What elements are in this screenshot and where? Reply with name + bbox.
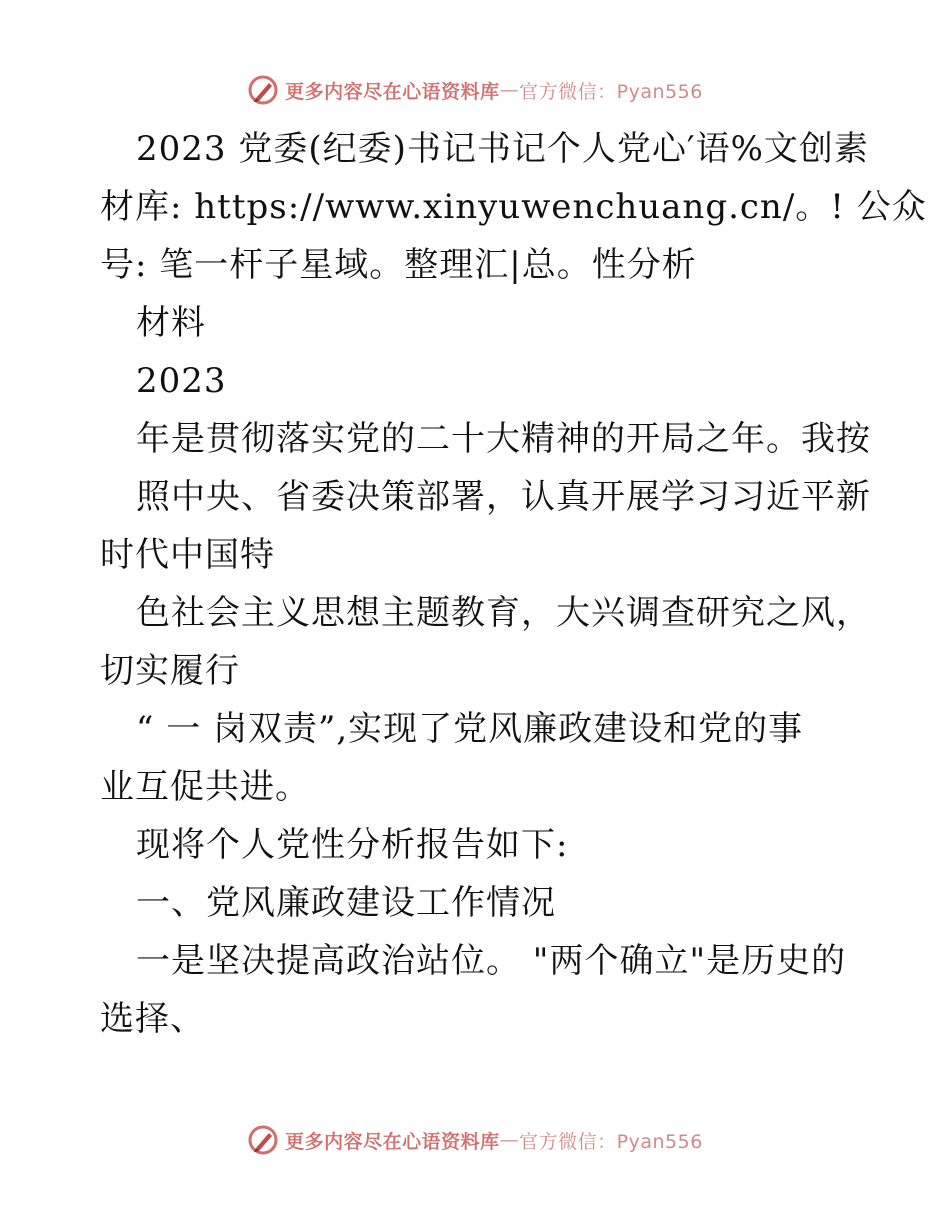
paragraph-line-10: 切实履行 [100,651,240,691]
paragraph-line-12: 业互促共进。 [100,767,310,807]
paragraph-line-16: 选择、 [100,999,205,1039]
paragraph-line-3: 号: 笔一杆子星域。整理汇|总。性分析 [100,245,697,285]
paragraph-line-4: 材料 [136,303,206,343]
watermark-contact: 官方微信：Pyan556 [519,80,703,103]
section-heading: 一、党风廉政建设工作情况 [136,883,556,923]
paragraph-line-8: 时代中国特 [100,535,275,575]
pen-logo-icon [247,1124,279,1156]
watermark-site: 更多内容尽在心语资料库 [285,1130,500,1153]
paragraph-line-7: 照中央、省委决策部署，认真开展学习习近平新 [136,477,871,517]
paragraph-line-6: 年是贯彻落实党的二十大精神的开局之年。我按 [136,419,871,459]
paragraph-line-15: 一是坚决提高政治站位。 "两个确立"是历史的 [136,941,847,981]
watermark-contact: 官方微信：Pyan556 [519,1130,703,1153]
paragraph-line-2: 材库: https://www.xinyuwenchuang.cn/。! 公众 [100,187,927,227]
watermark-site: 更多内容尽在心语资料库 [285,80,500,103]
header-watermark [0,70,950,110]
watermark-separator: — [499,79,520,101]
footer-watermark [0,1120,950,1160]
paragraph-line-1: 2023 党委(纪委)书记书记个人党心′语%文创素 [136,129,869,169]
paragraph-line-9: 色社会主义思想主题教育，大兴调查研究之风， [136,593,871,633]
paragraph-line-13: 现将个人党性分析报告如下: [136,825,569,865]
paragraph-line-11: “ 一 岗双责”,实现了党风廉政建设和党的事 [136,709,804,749]
pen-logo-icon [247,74,279,106]
watermark-separator: — [499,1129,520,1151]
paragraph-line-5: 2023 [136,361,227,401]
